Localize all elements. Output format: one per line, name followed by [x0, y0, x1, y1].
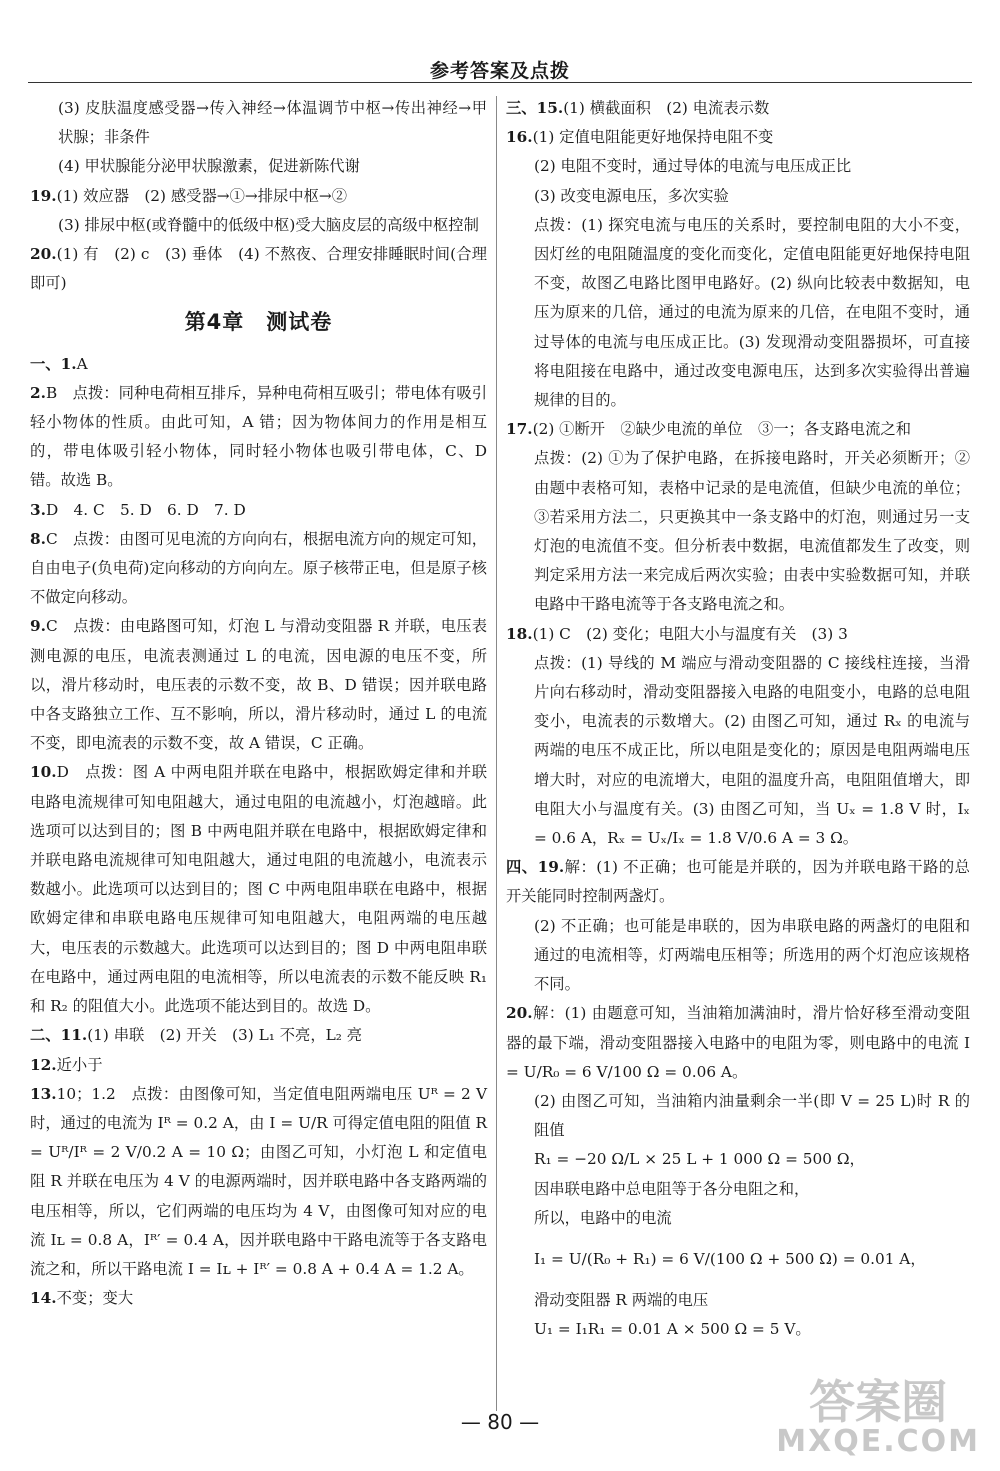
answer-text: (3) 改变电源电压，多次实验	[534, 186, 729, 205]
answer-paragraph	[506, 1204, 970, 1233]
question-number: 3.	[30, 500, 46, 519]
answer-paragraph	[506, 1245, 970, 1274]
question-number: 9.	[30, 617, 46, 636]
question-number: 8.	[30, 529, 46, 548]
answer-text: (3) 皮肤温度感受器→传入神经→体温调节中枢→传出神经→甲状腺；非条件	[58, 99, 487, 147]
answer-paragraph	[506, 912, 970, 1000]
question-number: 14.	[30, 1289, 57, 1308]
answer-paragraph	[506, 620, 970, 649]
question-number: 18.	[506, 624, 533, 643]
answer-paragraph	[30, 211, 487, 240]
question-number: 12.	[30, 1055, 57, 1074]
answer-text: 所以，电路中的电流	[534, 1208, 672, 1227]
answer-paragraph	[30, 1051, 487, 1080]
answer-paragraph	[506, 853, 970, 911]
answer-text: (1) 串联 (2) 开关 (3) L₁ 不亮，L₂ 亮	[87, 1026, 363, 1045]
answer-paragraph	[30, 94, 487, 152]
section-heading: 第4章 测试卷	[184, 310, 333, 335]
header-rule	[28, 82, 972, 83]
answer-paragraph	[506, 123, 970, 152]
answer-text: 点拨：(2) ①为了保护电路，在拆接电路时，开关必须断开；②由题中表格可知，表格中记录的是电流值，但缺少电流的单位；③若采用方法二，只更换其中一条支路中的灯泡，则通过另一支灯泡的电流值不变。但分析表中数据，电流值都发生了改变，则判定采用方法一来完成后两次实验；由表中实验数据可知，并联电路中干路电流等于各支路电流之和。	[534, 449, 970, 614]
answer-paragraph	[506, 94, 970, 123]
answer-text: 不变；变大	[56, 1289, 134, 1308]
answer-text: 因串联电路中总电阻等于各分电阻之和，	[534, 1179, 810, 1198]
answer-text: 点拨：(1) 探究电流与电压的关系时，要控制电阻的大小不变，因灯丝的电阻随温度的变化而变化，定值电阻能更好地保持电阻不变，故图乙电路比图甲电路好。(2) 纵向比较表中数据知，电压为原来的几倍，通过的电流为原来的几倍，在电阻不变时，通过导体的电流与电压成正比。(3) 发现滑动变阻器损坏，可直接将电阻接在电路中，通过改变电源电压，达到多次实验得出普遍规律的目的。	[534, 215, 970, 410]
answer-paragraph	[30, 496, 487, 525]
answer-paragraph	[30, 379, 487, 496]
watermark-text: 答案圈	[809, 1375, 948, 1429]
answer-text: I₁ = U/(R₀ + R₁) = 6 V/(100 Ω + 500 Ω) = 0.01 A，	[534, 1249, 926, 1268]
answer-text: (3) 排尿中枢(或脊髓中的低级中枢)受大脑皮层的高级中枢控制	[58, 215, 479, 234]
answer-text: D 4. C 5. D 6. D 7. D	[45, 500, 246, 519]
answer-paragraph	[506, 1087, 970, 1145]
answer-text: (2) 不正确；也可能是串联的，因为串联电路的两盏灯的电阻和通过的电流相等，灯两端电压相等；所选用的两个灯泡应该规格不同。	[534, 916, 970, 994]
answer-paragraph	[506, 1175, 970, 1204]
question-number: 17.	[506, 420, 533, 439]
question-number: 20.	[30, 245, 57, 264]
page-number: — 80 —	[460, 1410, 540, 1434]
answer-paragraph	[506, 1315, 970, 1344]
answer-text: C 点拨：由电路图可知，灯泡 L 与滑动变阻器 R 并联，电压表测电源的电压，电流表测通过 L 的电流，因电源的电压不变，所以，滑片移动时，电压表的示数不变，故 B、D 错误；因并联电路中各支路独立工作、互不影响，所以，滑片移动时，通过 L 的电流不变，即电流表的示数不变，故 A 错误，C 正确。	[30, 617, 487, 753]
answer-text: D 点拨：图 A 中两电阻并联在电路中，根据欧姆定律和并联电路电流规律可知电阻越大，通过电阻的电流越小，灯泡越暗。此选项可以达到目的；图 B 中两电阻并联在电路中，根据欧姆定律和并联电路电流规律可知电阻越大，通过电阻的电流越小，电流表示数越小。此选项可以达到目的；图 C 中两电阻串联在电路中，根据欧姆定律和串联电路电压规律可知电阻越大，电阻两端的电压越大，电压表的示数越大。此选项可以达到目的；图 D 中两电阻串联在电路中，通过两电阻的电流相等，所以电流表的示数不能反映 R₁ 和 R₂ 的阻值大小。此选项不能达到目的。故选 D。	[30, 763, 487, 1016]
question-number: 20.	[506, 1004, 533, 1023]
column-divider	[496, 96, 497, 1411]
answer-text: (2) 由图乙可知，当油箱内油量剩余一半(即 V = 25 L)时 R 的阻值	[534, 1091, 970, 1140]
page-header-title: 参考答案及点拨	[429, 60, 570, 82]
answer-paragraph	[506, 152, 970, 181]
right-column	[506, 94, 970, 1345]
answer-paragraph	[506, 211, 970, 415]
answer-paragraph	[30, 350, 487, 379]
answer-paragraph	[506, 182, 970, 211]
answer-paragraph	[30, 182, 487, 211]
left-column	[30, 94, 487, 1313]
answer-paragraph	[506, 1286, 970, 1315]
answer-paragraph	[506, 649, 970, 853]
answer-paragraph	[30, 525, 487, 613]
question-number: 10.	[30, 763, 57, 782]
question-number: 13.	[30, 1084, 57, 1103]
answer-paragraph	[30, 240, 487, 298]
question-number: 2.	[30, 383, 46, 402]
answer-text: 点拨：(1) 导线的 M 端应与滑动变阻器的 C 接线柱连接，当滑片向右移动时，滑动变阻器接入电路的电阻变小，电路的总电阻变小，电流表的示数增大。(2) 由图乙可知，通过 Rₓ 的电流与两端的电压不成正比，所以电阻是变化的；原因是电阻两端电压增大时，对应的电流增大，电阻的温度升高，电阻阻值增大，即电阻大小与温度有关。(3) 由图乙可知，当 Uₓ = 1.8 V 时，Iₓ = 0.6 A，Rₓ = Uₓ/Iₓ = 1.8 V/0.6 A = 3 Ω。	[534, 653, 970, 848]
answer-text: (1) 横截面积 (2) 电流表示数	[563, 99, 770, 117]
answer-paragraph	[30, 758, 487, 1021]
answer-text: U₁ = I₁R₁ = 0.01 A × 500 Ω = 5 V。	[534, 1320, 811, 1339]
answer-text: (1) 效应器 (2) 感受器→①→排尿中枢→②	[56, 186, 347, 205]
watermark-url: MXQE.COM	[776, 1424, 980, 1459]
answer-paragraph	[506, 999, 970, 1087]
answer-paragraph	[30, 1284, 487, 1313]
answer-text: (4) 甲状腺能分泌甲状腺激素，促进新陈代谢	[58, 157, 360, 176]
answer-text: (1) 定值电阻能更好地保持电阻不变	[532, 128, 774, 147]
watermark-logo	[776, 1375, 980, 1459]
answer-text: (1) 有 (2) c (3) 垂体 (4) 不熬夜、合理安排睡眠时间(合理即可)	[30, 245, 487, 293]
answer-paragraph	[30, 1080, 487, 1284]
answer-text: R₁ = −20 Ω/L × 25 L + 1 000 Ω = 500 Ω，	[534, 1150, 865, 1169]
answer-text: 解：(1) 不正确；也可能是并联的，因为并联电路干路的总开关能同时控制两盏灯。	[506, 858, 970, 906]
answer-text: (2) ①断开 ②缺少电流的单位 ③一；各支路电流之和	[532, 420, 911, 439]
answer-paragraph	[506, 415, 970, 444]
answer-paragraph	[30, 612, 487, 758]
question-number: 一、1.	[30, 354, 77, 373]
question-number: 19.	[30, 186, 57, 205]
answer-paragraph	[506, 1145, 970, 1174]
answer-text: 解：(1) 由题意可知，当油箱加满油时，滑片恰好移至滑动变阻器的最下端，滑动变阻器接入电路中的电阻为零，则电路中的电流 I = U/R₀ = 6 V/100 Ω = 0.06 A。	[506, 1004, 970, 1081]
answer-text: B 点拨：同种电荷相互排斥，异种电荷相互吸引；带电体有吸引轻小物体的性质。由此可知，A 错；因为物体间力的作用是相互的，带电体吸引轻小物体，同时轻小物体也吸引带电体，C、D 错。故选 B。	[30, 383, 487, 490]
answer-text: 10；1.2 点拨：由图像可知，当定值电阻两端电压 Uᴿ = 2 V 时，通过的电流为 Iᴿ = 0.2 A，由 I = U/R 可得定值电阻的阻值 R = Uᴿ/Iᴿ = 2 V/0.2 A = 10 Ω；由图乙可知，小灯泡 L 和定值电阻 R 并联在电压为 4 V 的电源两端时，因并联电路中各支路两端的电压相等，所以，它们两端的电压均为 4 V，由图像可知对应的电流 Iʟ = 0.8 A，Iᴿ′ = 0.4 A，因并联电路中干路电流等于各支路电流之和，所以干路电流 I = Iʟ + Iᴿ′ = 0.8 A + 0.4 A = 1.2 A。	[30, 1084, 487, 1278]
question-number: 四、19.	[506, 858, 565, 877]
answer-text: (1) C (2) 变化；电阻大小与温度有关 (3) 3	[532, 624, 848, 643]
answer-paragraph	[506, 444, 970, 619]
answer-paragraph	[30, 1021, 487, 1050]
answer-text: (2) 电阻不变时，通过导体的电流与电压成正比	[534, 157, 852, 176]
question-number: 二、11.	[30, 1026, 88, 1045]
answer-text: 滑动变阻器 R 两端的电压	[534, 1291, 709, 1310]
answer-text: A	[76, 354, 88, 373]
answer-paragraph	[30, 152, 487, 181]
question-number: 三、15.	[506, 99, 564, 117]
answer-text: 近小于	[56, 1055, 103, 1074]
question-number: 16.	[506, 128, 533, 147]
answer-text: C 点拨：由图可见电流的方向向右，根据电流方向的规定可知，自由电子(负电荷)定向移动的方向向左。原子核带正电，但是原子核不做定向移动。	[30, 529, 487, 607]
